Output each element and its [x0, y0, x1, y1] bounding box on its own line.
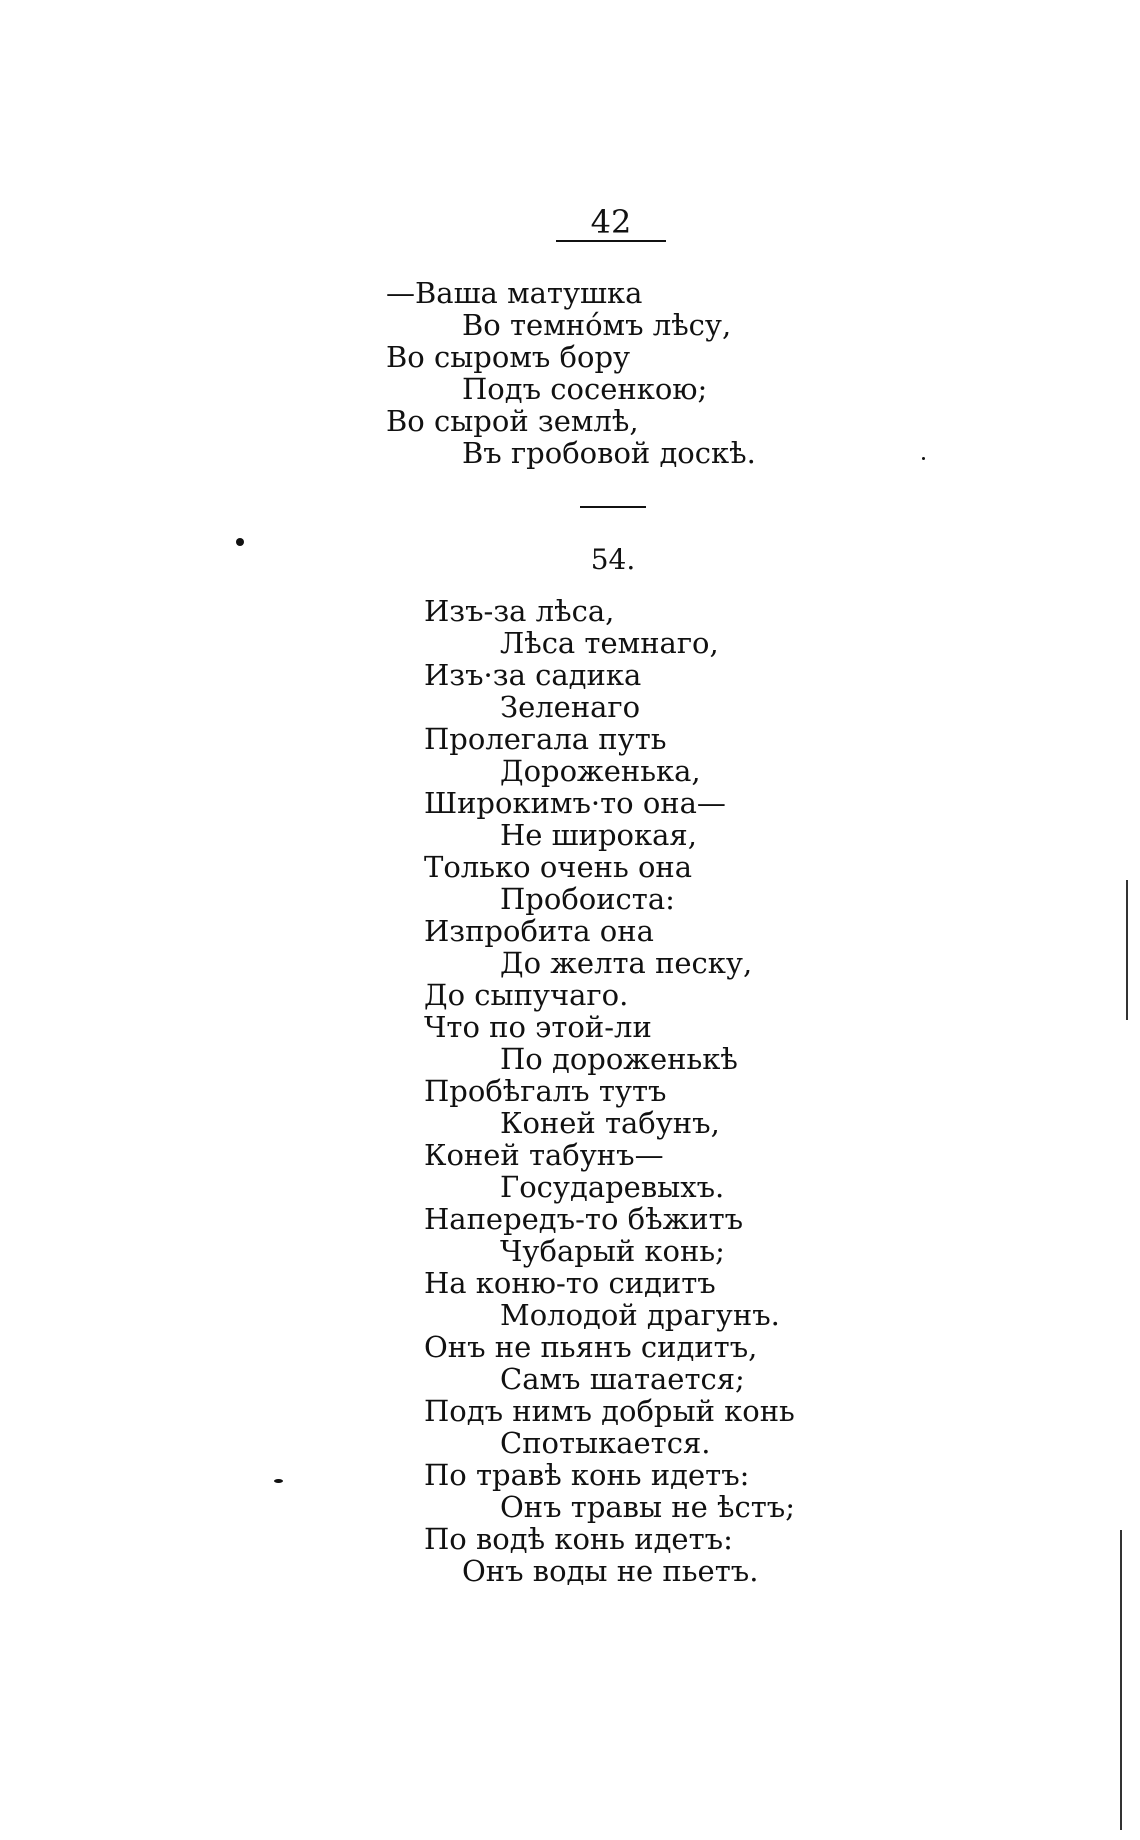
- verse-line: Напередъ-то бѣжитъ: [424, 1202, 744, 1236]
- verse-line: Чубарый конь;: [500, 1234, 725, 1268]
- verse-line: По водѣ конь идетъ:: [424, 1522, 733, 1556]
- verse-line: —Ваша матушка: [386, 276, 643, 310]
- verse-line: Не широкая,: [500, 818, 697, 852]
- verse-line: До желта песку,: [500, 946, 753, 980]
- verse-line: Самъ шатается;: [500, 1362, 745, 1396]
- scan-speck: [922, 457, 925, 460]
- section-divider: [580, 506, 646, 508]
- verse-line: Во темнóмъ лѣсу,: [462, 308, 732, 342]
- verse-line: На коню-то сидитъ: [424, 1266, 716, 1300]
- verse-line: Коней табунъ,: [500, 1106, 720, 1140]
- verse-line: Въ гробовой доскѣ.: [462, 436, 756, 470]
- page-number: 42: [590, 203, 632, 241]
- verse-line: Онъ травы не ѣстъ;: [500, 1490, 795, 1524]
- verse-line: Подъ сосенкою;: [462, 372, 708, 406]
- verse-line: Коней табунъ—: [424, 1138, 664, 1172]
- scan-speck: [236, 538, 244, 546]
- scan-edge-line: [1126, 880, 1128, 1020]
- verse-line: Онъ не пьянъ сидитъ,: [424, 1330, 758, 1364]
- verse-line: Государевыхъ.: [500, 1170, 725, 1204]
- page-number-rule: [556, 240, 666, 242]
- verse-line: Молодой драгунъ.: [500, 1298, 780, 1332]
- verse-line: Зеленаго: [500, 690, 641, 724]
- verse-line: Пролегала путь: [424, 722, 667, 756]
- verse-line: Пробѣгалъ тутъ: [424, 1074, 667, 1108]
- verse-line: Широкимъ·то она—: [424, 786, 726, 820]
- scan-edge-line: [1120, 1530, 1122, 1830]
- verse-line: Что по этой-ли: [424, 1010, 652, 1044]
- verse-line: По дороженькѣ: [500, 1042, 738, 1076]
- verse-line: Во сыромъ бору: [386, 340, 631, 374]
- verse-line: Лѣса темнаго,: [500, 626, 719, 660]
- verse-line: Изпробита она: [424, 914, 654, 948]
- verse-line: Во сырой землѣ,: [386, 404, 639, 438]
- verse-line: Дороженька,: [500, 754, 701, 788]
- verse-line: Онъ воды не пьетъ.: [462, 1554, 759, 1588]
- verse-line: Пробоиста:: [500, 882, 675, 916]
- verse-line: До сыпучаго.: [424, 978, 629, 1012]
- verse-line: Спотыкается.: [500, 1426, 711, 1460]
- verse-line: По травѣ конь идетъ:: [424, 1458, 750, 1492]
- verse-line: Изъ·за садика: [424, 658, 642, 692]
- verse-line: Подъ нимъ добрый конь: [424, 1394, 795, 1428]
- poem-number: 54.: [590, 543, 636, 576]
- scan-speck: [274, 1479, 283, 1483]
- verse-line: Изъ-за лѣса,: [424, 594, 615, 628]
- verse-line: Только очень она: [424, 850, 693, 884]
